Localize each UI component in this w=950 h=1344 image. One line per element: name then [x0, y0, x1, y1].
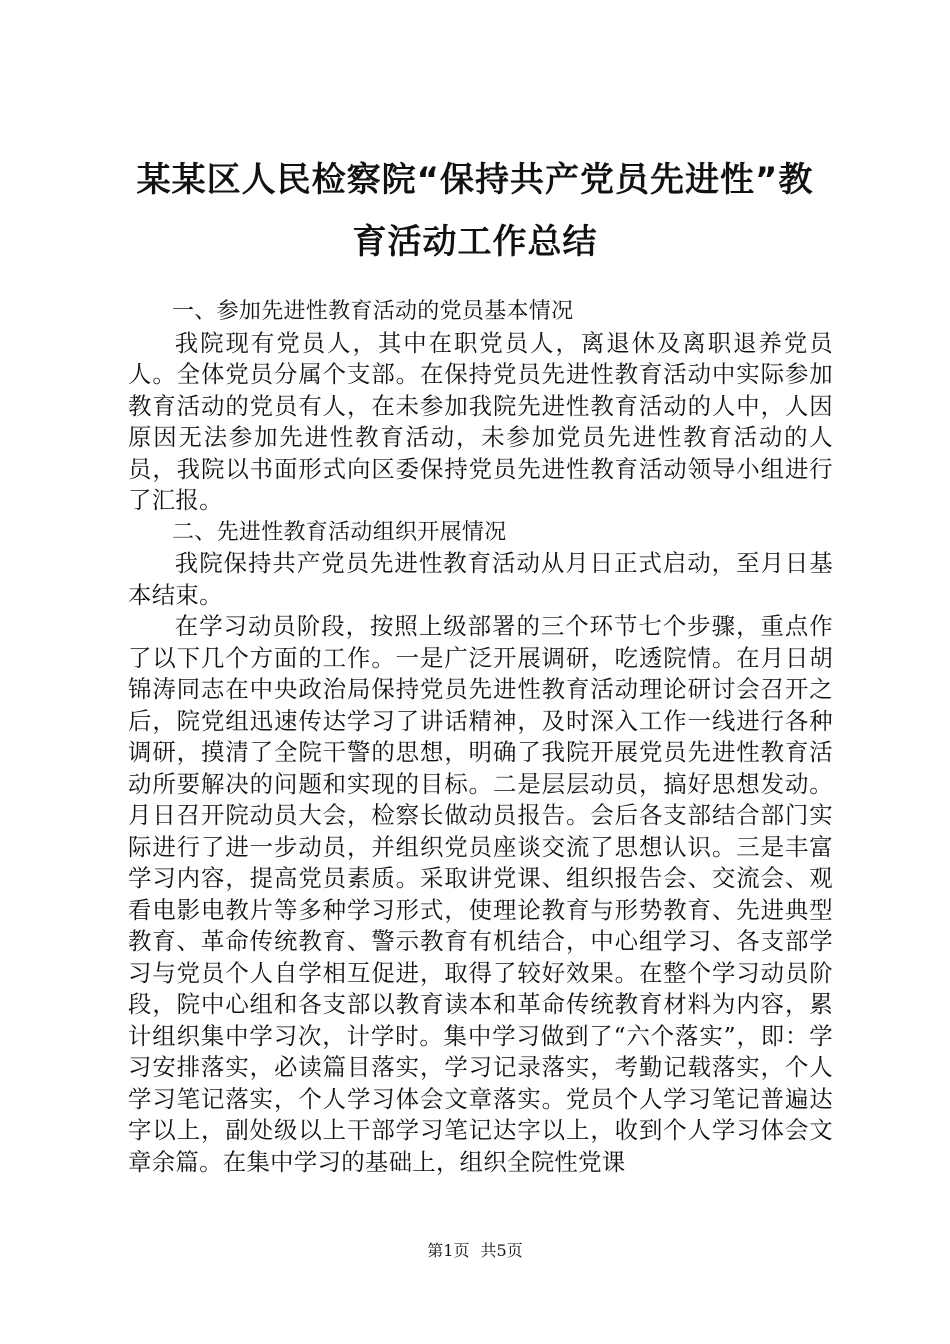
document-title-line-2: 育活动工作总结	[352, 222, 598, 262]
section-heading-2: 二、先进性教育活动组织开展情况	[172, 519, 507, 545]
page-number: 第1页	[427, 1241, 470, 1260]
document-body	[128, 296, 833, 1178]
section-heading-1: 一、参加先进性教育活动的党员基本情况	[172, 299, 574, 324]
page-total: 共5页	[480, 1241, 523, 1260]
paragraph-party-members: 我院现有党员人，其中在职党员人，离退休及离职退养党员人。全体党员分属个支部。在保持党员先进性教育活动中实际参加教育活动的党员有人，在未参加我院先进性教育活动的人中，人因原因无法参加先进性教育活动，未参加党员先进性教育活动的人员，我院以书面形式向区委保持党员先进性教育活动领导小组进行了汇报。	[128, 328, 833, 514]
page-footer	[0, 1240, 950, 1262]
document-title-line-1: 某某区人民检察院“保持共产党员先进性”教	[136, 160, 814, 200]
paragraph-activity-dates: 我院保持共产党员先进性教育活动从月日正式启动，至月日基本结束。	[128, 549, 833, 609]
paragraph-study-phase: 在学习动员阶段，按照上级部署的三个环节七个步骤，重点作了以下几个方面的工作。一是广泛开展调研，吃透院情。在月日胡锦涛同志在中央政治局保持党员先进性教育活动理论研讨会召开之后，院党组迅速传达学习了讲话精神，及时深入工作一线进行各种调研，摸清了全院干警的思想，明确了我院开展党员先进性教育活动所要解决的问题和实现的目标。二是层层动员，搞好思想发动。月日召开院动员大会，检察长做动员报告。会后各支部结合部门实际进行了进一步动员，并组织党员座谈交流了思想认识。三是丰富学习内容，提高党员素质。采取讲党课、组织报告会、交流会、观看电影电教片等多种学习形式，使理论教育与形势教育、先进典型教育、革命传统教育、警示教育有机结合，中心组学习、各支部学习与党员个人自学相互促进，取得了较好效果。在整个学习动员阶段，院中心组和各支部以教育读本和革命传统教育材料为内容，累计组织集中学习次，计学时。集中学习做到了“六个落实”，即：学习安排落实，必读篇目落实，学习记录落实，考勤记载落实，个人学习笔记落实，个人学习体会文章落实。党员个人学习笔记普遍达字以上，副处级以上干部学习笔记达字以上，收到个人学习体会文章余篇。在集中学习的基础上，组织全院性党课	[128, 612, 833, 1176]
